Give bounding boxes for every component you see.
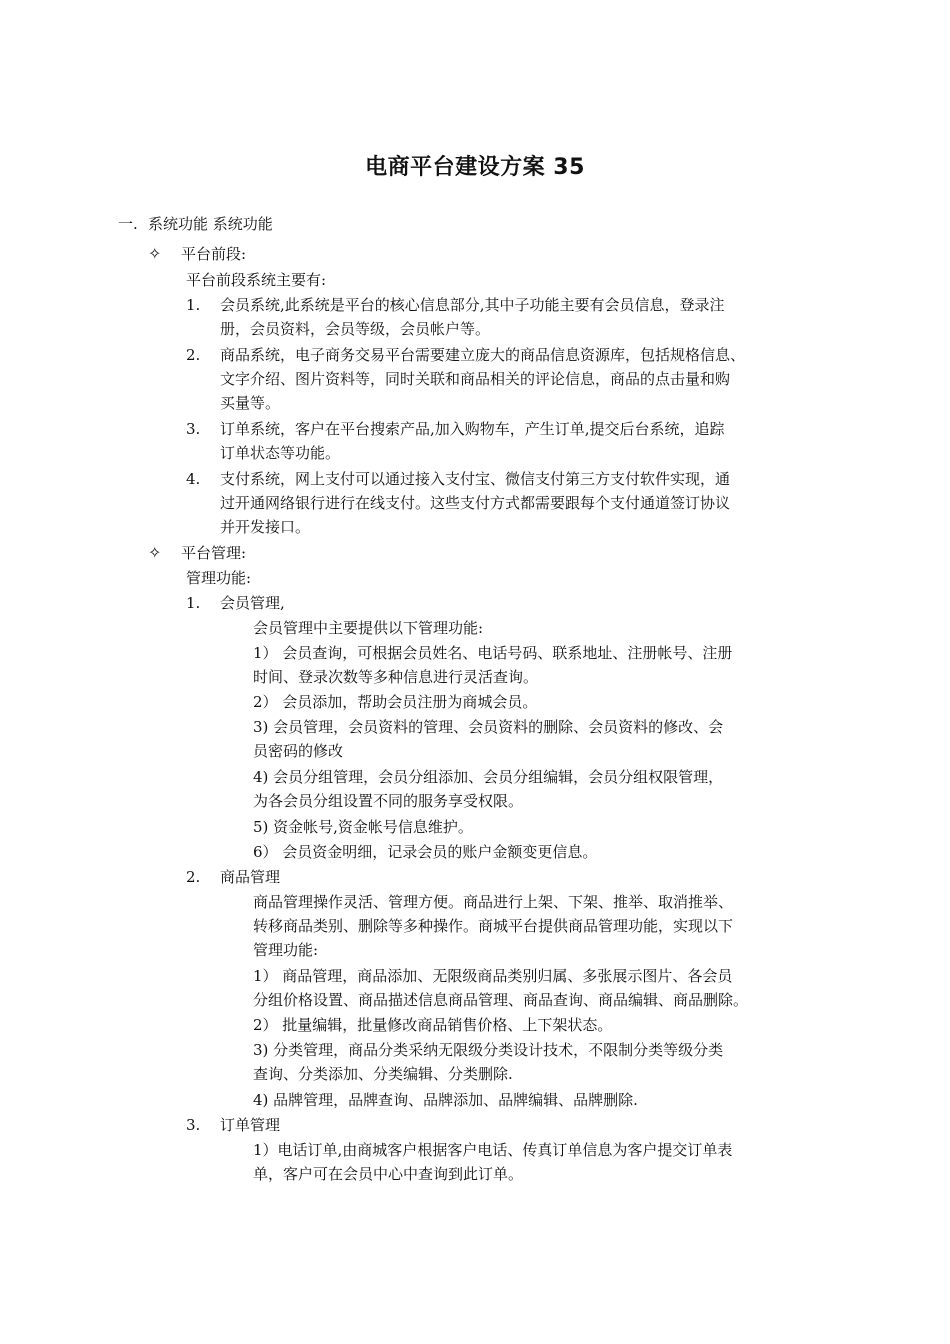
list-item-line: 为各会员分组设置不同的服务享受权限。 [253,792,524,810]
list-item-line: 订单系统，客户在平台搜索产品,加入购物车，产生订单,提交后台系统，追踪 [220,420,725,438]
list-item-number: 4. [186,470,201,488]
document-title: 电商平台建设方案 35 [365,155,585,180]
list-item-line: 转移商品类别、删除等多种操作。商城平台提供商品管理功能，实现以下 [253,917,734,935]
list-item-title: 商品管理 [220,868,281,886]
list-item-line: 4) 会员分组管理，会员分组添加、会员分组编辑，会员分组权限管理， [253,768,724,786]
list-item-line: 商品管理操作灵活、管理方便。商品进行上架、下架、推举、取消推举、 [253,893,734,911]
management-intro: 管理功能: [186,569,252,587]
list-item-line: 支付系统，网上支付可以通过接入支付宝、微信支付第三方支付软件实现，通 [220,470,731,488]
list-item-line: 2） 会员添加，帮助会员注册为商城会员。 [253,693,538,711]
list-item-number: 3. [186,420,201,438]
list-item-line: 查询、分类添加、分类编辑、分类删除. [253,1065,513,1083]
frontend-intro: 平台前段系统主要有: [186,271,327,289]
list-item-title: 订单管理 [220,1116,281,1134]
list-item-line: 过开通网络银行进行在线支付。这些支付方式都需要跟每个支付通道签订协议 [220,494,731,512]
list-item-line: 员密码的修改 [253,742,344,760]
list-item-line: 买量等。 [220,394,281,412]
list-item-line: 5) 资金帐号,资金帐号信息维护。 [253,818,473,836]
list-item-line: 1） 会员查询，可根据会员姓名、电话号码、联系地址、注册帐号、注册 [253,644,733,662]
list-item-number: 1. [186,594,201,612]
list-item-line: 管理功能: [253,941,319,959]
list-item-title: 会员管理, [220,594,285,612]
list-item-number: 3. [186,1116,201,1134]
section-number: 一. [118,215,138,233]
list-item-line: 4) 品牌管理，品牌查询、品牌添加、品牌编辑、品牌删除. [253,1091,638,1109]
list-item-line: 单，客户可在会员中心中查询到此订单。 [253,1165,524,1183]
list-item-line: 3) 分类管理，商品分类采纳无限级分类设计技术，不限制分类等级分类 [253,1041,724,1059]
list-item-number: 2. [186,346,201,364]
list-item-line: 订单状态等功能。 [220,444,341,462]
list-item-number: 1. [186,296,201,314]
list-item-line: 分组价格设置、商品描述信息商品管理、商品查询、商品编辑、商品删除。 [253,991,749,1009]
list-item-line: 文字介绍、图片资料等，同时关联和商品相关的评论信息，商品的点击量和购 [220,370,731,388]
list-item-line: 册，会员资料，会员等级，会员帐户等。 [220,320,491,338]
list-item-line: 商品系统，电子商务交易平台需要建立庞大的商品信息资源库，包括规格信息、 [220,346,746,364]
list-item-line: 并开发接口。 [220,518,311,536]
list-item-line: 3) 会员管理，会员资料的管理、会员资料的删除、会员资料的修改、会 [253,718,724,736]
list-item-line: 2） 批量编辑，批量修改商品销售价格、上下架状态。 [253,1016,613,1034]
list-item-line: 时间、登录次数等多种信息进行灵活查询。 [253,668,539,686]
section-heading: 系统功能 系统功能 [148,215,273,233]
frontend-label: 平台前段: [181,245,247,263]
list-item-line: 6） 会员资金明细，记录会员的账户金额变更信息。 [253,843,598,861]
list-item-number: 2. [186,868,201,886]
list-item-line: 1）电话订单,由商城客户根据客户电话、传真订单信息为客户提交订单表 [253,1141,733,1159]
list-item-line: 1） 商品管理，商品添加、无限级商品类别归属、多张展示图片、各会员 [253,967,733,985]
diamond-star-icon: ✧ [148,543,162,562]
list-item-line: 会员系统,此系统是平台的核心信息部分,其中子功能主要有会员信息，登录注 [220,296,725,314]
management-label: 平台管理: [181,544,247,562]
list-item-line: 会员管理中主要提供以下管理功能: [253,619,484,637]
diamond-star-icon: ✧ [148,244,162,263]
